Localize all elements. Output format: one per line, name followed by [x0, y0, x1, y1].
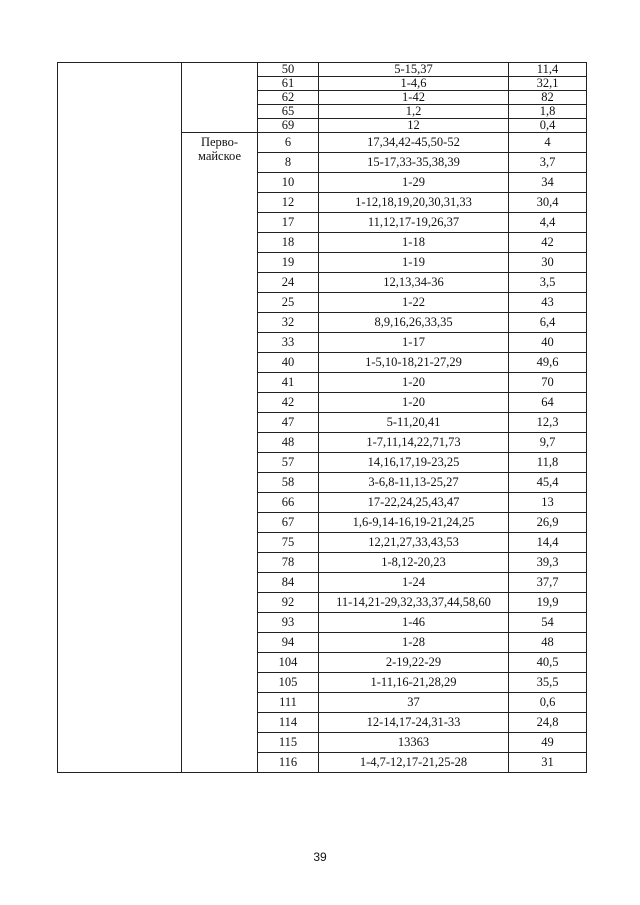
area-cell: 82	[509, 91, 587, 105]
plot-numbers-cell: 1-42	[319, 91, 509, 105]
area-cell: 45,4	[509, 473, 587, 493]
plot-numbers-cell: 1,2	[319, 105, 509, 119]
area-cell: 13	[509, 493, 587, 513]
plot-numbers-cell: 1-28	[319, 633, 509, 653]
plot-numbers-cell: 12-14,17-24,31-33	[319, 713, 509, 733]
quarter-number-cell: 94	[258, 633, 319, 653]
plot-numbers-cell: 12	[319, 119, 509, 133]
area-cell: 43	[509, 293, 587, 313]
quarter-number-cell: 93	[258, 613, 319, 633]
plot-numbers-cell: 1-7,11,14,22,71,73	[319, 433, 509, 453]
plot-numbers-cell: 3-6,8-11,13-25,27	[319, 473, 509, 493]
plot-numbers-cell: 1-5,10-18,21-27,29	[319, 353, 509, 373]
quarter-number-cell: 61	[258, 77, 319, 91]
plot-numbers-cell: 13363	[319, 733, 509, 753]
area-cell: 34	[509, 173, 587, 193]
plot-numbers-cell: 1-18	[319, 233, 509, 253]
quarter-number-cell: 114	[258, 713, 319, 733]
quarter-number-cell: 10	[258, 173, 319, 193]
area-cell: 24,8	[509, 713, 587, 733]
plot-numbers-cell: 1-22	[319, 293, 509, 313]
area-cell: 39,3	[509, 553, 587, 573]
area-cell: 3,7	[509, 153, 587, 173]
area-cell: 31	[509, 753, 587, 773]
locality-name-line1: Перво-	[200, 135, 239, 149]
plot-numbers-cell: 17-22,24,25,43,47	[319, 493, 509, 513]
plot-numbers-cell: 1-4,6	[319, 77, 509, 91]
quarter-number-cell: 19	[258, 253, 319, 273]
plot-numbers-cell: 15-17,33-35,38,39	[319, 153, 509, 173]
quarter-number-cell: 75	[258, 533, 319, 553]
quarter-number-cell: 32	[258, 313, 319, 333]
quarter-number-cell: 66	[258, 493, 319, 513]
area-cell: 70	[509, 373, 587, 393]
area-cell: 0,6	[509, 693, 587, 713]
quarter-number-cell: 84	[258, 573, 319, 593]
quarter-number-cell: 25	[258, 293, 319, 313]
area-cell: 30,4	[509, 193, 587, 213]
plot-numbers-cell: 11,12,17-19,26,37	[319, 213, 509, 233]
quarter-number-cell: 17	[258, 213, 319, 233]
area-cell: 49,6	[509, 353, 587, 373]
area-cell: 49	[509, 733, 587, 753]
area-cell: 12,3	[509, 413, 587, 433]
quarter-number-cell: 67	[258, 513, 319, 533]
area-cell: 40	[509, 333, 587, 353]
plot-numbers-cell: 1-46	[319, 613, 509, 633]
area-cell: 30	[509, 253, 587, 273]
plot-numbers-cell: 11-14,21-29,32,33,37,44,58,60	[319, 593, 509, 613]
region-cell	[58, 63, 182, 773]
quarter-number-cell: 78	[258, 553, 319, 573]
area-cell: 14,4	[509, 533, 587, 553]
table-body	[58, 63, 587, 773]
quarter-number-cell: 42	[258, 393, 319, 413]
quarter-number-cell: 58	[258, 473, 319, 493]
plot-numbers-cell: 37	[319, 693, 509, 713]
area-cell: 42	[509, 233, 587, 253]
area-cell: 6,4	[509, 313, 587, 333]
quarter-number-cell: 69	[258, 119, 319, 133]
plot-numbers-cell: 1-12,18,19,20,30,31,33	[319, 193, 509, 213]
quarter-number-cell: 40	[258, 353, 319, 373]
quarter-number-cell: 24	[258, 273, 319, 293]
area-cell: 4	[509, 133, 587, 153]
area-cell: 32,1	[509, 77, 587, 91]
area-cell: 26,9	[509, 513, 587, 533]
data-table	[57, 62, 587, 773]
quarter-number-cell: 33	[258, 333, 319, 353]
locality-cell-empty	[182, 63, 258, 133]
page-number: 39	[313, 850, 327, 864]
plot-numbers-cell: 14,16,17,19-23,25	[319, 453, 509, 473]
plot-numbers-cell: 12,21,27,33,43,53	[319, 533, 509, 553]
quarter-number-cell: 6	[258, 133, 319, 153]
area-cell: 3,5	[509, 273, 587, 293]
plot-numbers-cell: 1-24	[319, 573, 509, 593]
area-cell: 37,7	[509, 573, 587, 593]
quarter-number-cell: 65	[258, 105, 319, 119]
quarter-number-cell: 116	[258, 753, 319, 773]
quarter-number-cell: 47	[258, 413, 319, 433]
quarter-number-cell: 115	[258, 733, 319, 753]
plot-numbers-cell: 1-20	[319, 393, 509, 413]
area-cell: 11,8	[509, 453, 587, 473]
locality-cell	[182, 133, 258, 773]
area-cell: 9,7	[509, 433, 587, 453]
area-cell: 54	[509, 613, 587, 633]
locality-name-line2: майское	[198, 149, 241, 163]
quarter-number-cell: 111	[258, 693, 319, 713]
quarter-number-cell: 92	[258, 593, 319, 613]
area-cell: 11,4	[509, 63, 587, 77]
plot-numbers-cell: 2-19,22-29	[319, 653, 509, 673]
quarter-number-cell: 57	[258, 453, 319, 473]
area-cell: 4,4	[509, 213, 587, 233]
area-cell: 19,9	[509, 593, 587, 613]
plot-numbers-cell: 17,34,42-45,50-52	[319, 133, 509, 153]
area-cell: 48	[509, 633, 587, 653]
quarter-number-cell: 41	[258, 373, 319, 393]
area-cell: 1,8	[509, 105, 587, 119]
quarter-number-cell: 48	[258, 433, 319, 453]
plot-numbers-cell: 1,6-9,14-16,19-21,24,25	[319, 513, 509, 533]
plot-numbers-cell: 1-29	[319, 173, 509, 193]
plot-numbers-cell: 1-20	[319, 373, 509, 393]
area-cell: 40,5	[509, 653, 587, 673]
quarter-number-cell: 8	[258, 153, 319, 173]
plot-numbers-cell: 1-17	[319, 333, 509, 353]
quarter-number-cell: 62	[258, 91, 319, 105]
plot-numbers-cell: 1-19	[319, 253, 509, 273]
plot-numbers-cell: 5-11,20,41	[319, 413, 509, 433]
area-cell: 35,5	[509, 673, 587, 693]
quarter-number-cell: 12	[258, 193, 319, 213]
plot-numbers-cell: 5-15,37	[319, 63, 509, 77]
plot-numbers-cell: 1-8,12-20,23	[319, 553, 509, 573]
quarter-number-cell: 105	[258, 673, 319, 693]
plot-numbers-cell: 1-11,16-21,28,29	[319, 673, 509, 693]
table-row	[58, 63, 587, 77]
quarter-number-cell: 50	[258, 63, 319, 77]
plot-numbers-cell: 12,13,34-36	[319, 273, 509, 293]
area-cell: 64	[509, 393, 587, 413]
quarter-number-cell: 104	[258, 653, 319, 673]
quarter-number-cell: 18	[258, 233, 319, 253]
plot-numbers-cell: 8,9,16,26,33,35	[319, 313, 509, 333]
plot-numbers-cell: 1-4,7-12,17-21,25-28	[319, 753, 509, 773]
area-cell: 0,4	[509, 119, 587, 133]
